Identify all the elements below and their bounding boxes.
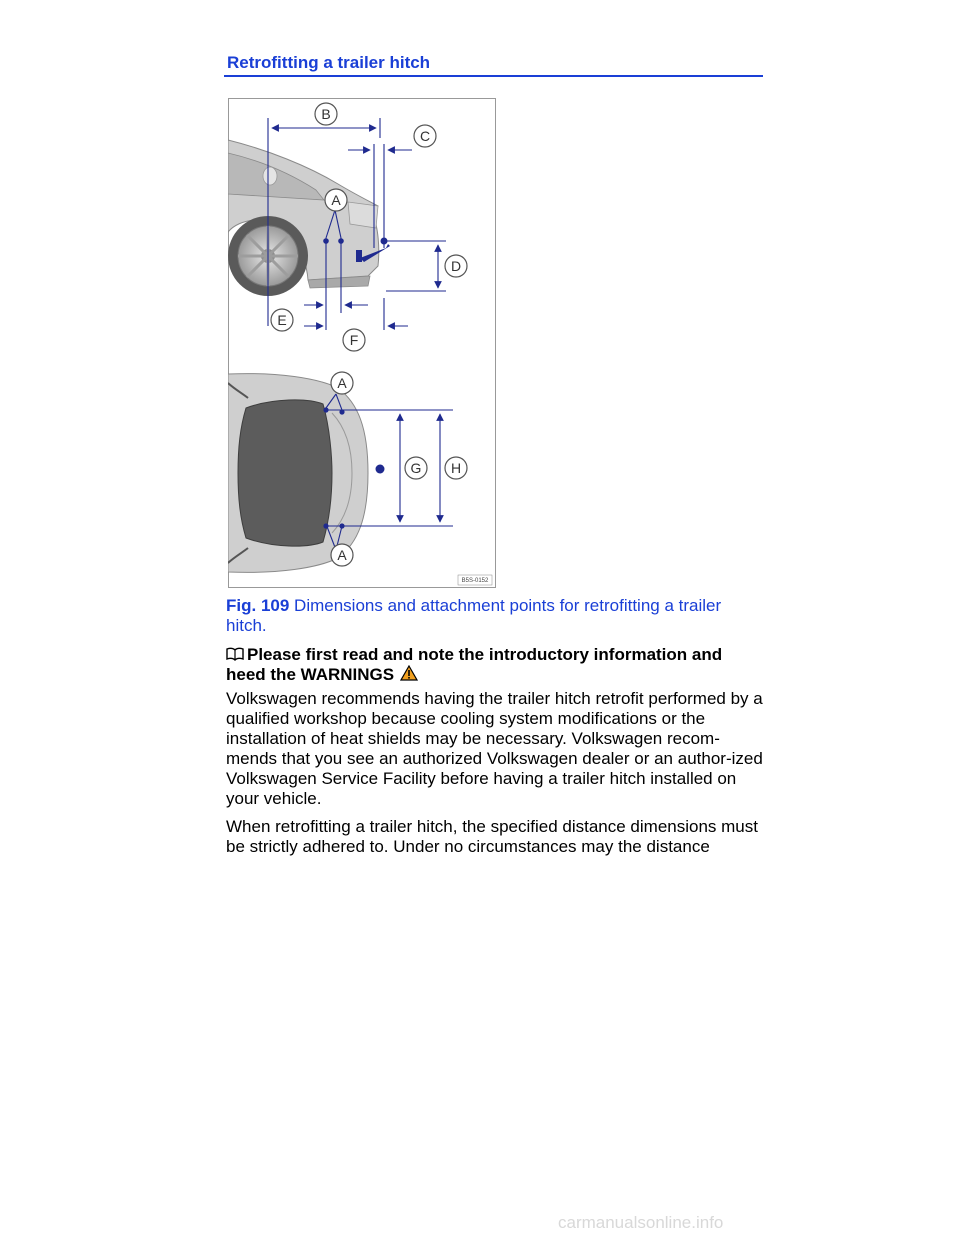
paragraph-distance: When retrofitting a trailer hitch, the specified distance dimensions must be strictly adhered to. Under no circumstances may the distance — [226, 817, 758, 856]
label-f: F — [349, 332, 359, 348]
label-d: D — [450, 258, 462, 274]
figure-caption-text: Dimensions and attachment points for retrofitting a trailer hitch. — [226, 596, 722, 635]
figure-code: B5S-0152 — [461, 578, 489, 584]
label-e: E — [277, 312, 287, 328]
label-c: C — [419, 128, 431, 144]
figure-caption — [226, 596, 756, 636]
figure-number: Fig. 109 — [226, 596, 290, 615]
intro-note-text: Please first read and note the introductory information and heed the WARNINGS — [226, 645, 723, 684]
intro-note — [226, 645, 766, 685]
paragraph-recommendation: Volkswagen recommends having the trailer hitch retrofit performed by a qualified workshop because cooling system modifications or the installation of heat shields may be necessary. Volkswagen recom-mends that you see an authorized Volkswagen dealer or an author-ized Volkswagen Service Facility before having a trailer hitch installed on your vehicle. — [226, 689, 763, 808]
section-title: Retrofitting a trailer hitch — [227, 53, 431, 72]
watermark: carmanualsonline.info — [558, 1213, 724, 1232]
book-icon — [226, 646, 244, 660]
warning-triangle-icon — [400, 665, 418, 681]
label-a-side: A — [331, 192, 341, 208]
trailer-hitch-diagram — [228, 98, 496, 588]
label-b: B — [321, 106, 331, 122]
header-rule — [224, 75, 763, 77]
label-h: H — [450, 460, 462, 476]
label-a-top: A — [337, 375, 347, 391]
label-g: G — [410, 460, 422, 476]
figure-109 — [228, 98, 496, 588]
label-a-bottom: A — [337, 547, 347, 563]
